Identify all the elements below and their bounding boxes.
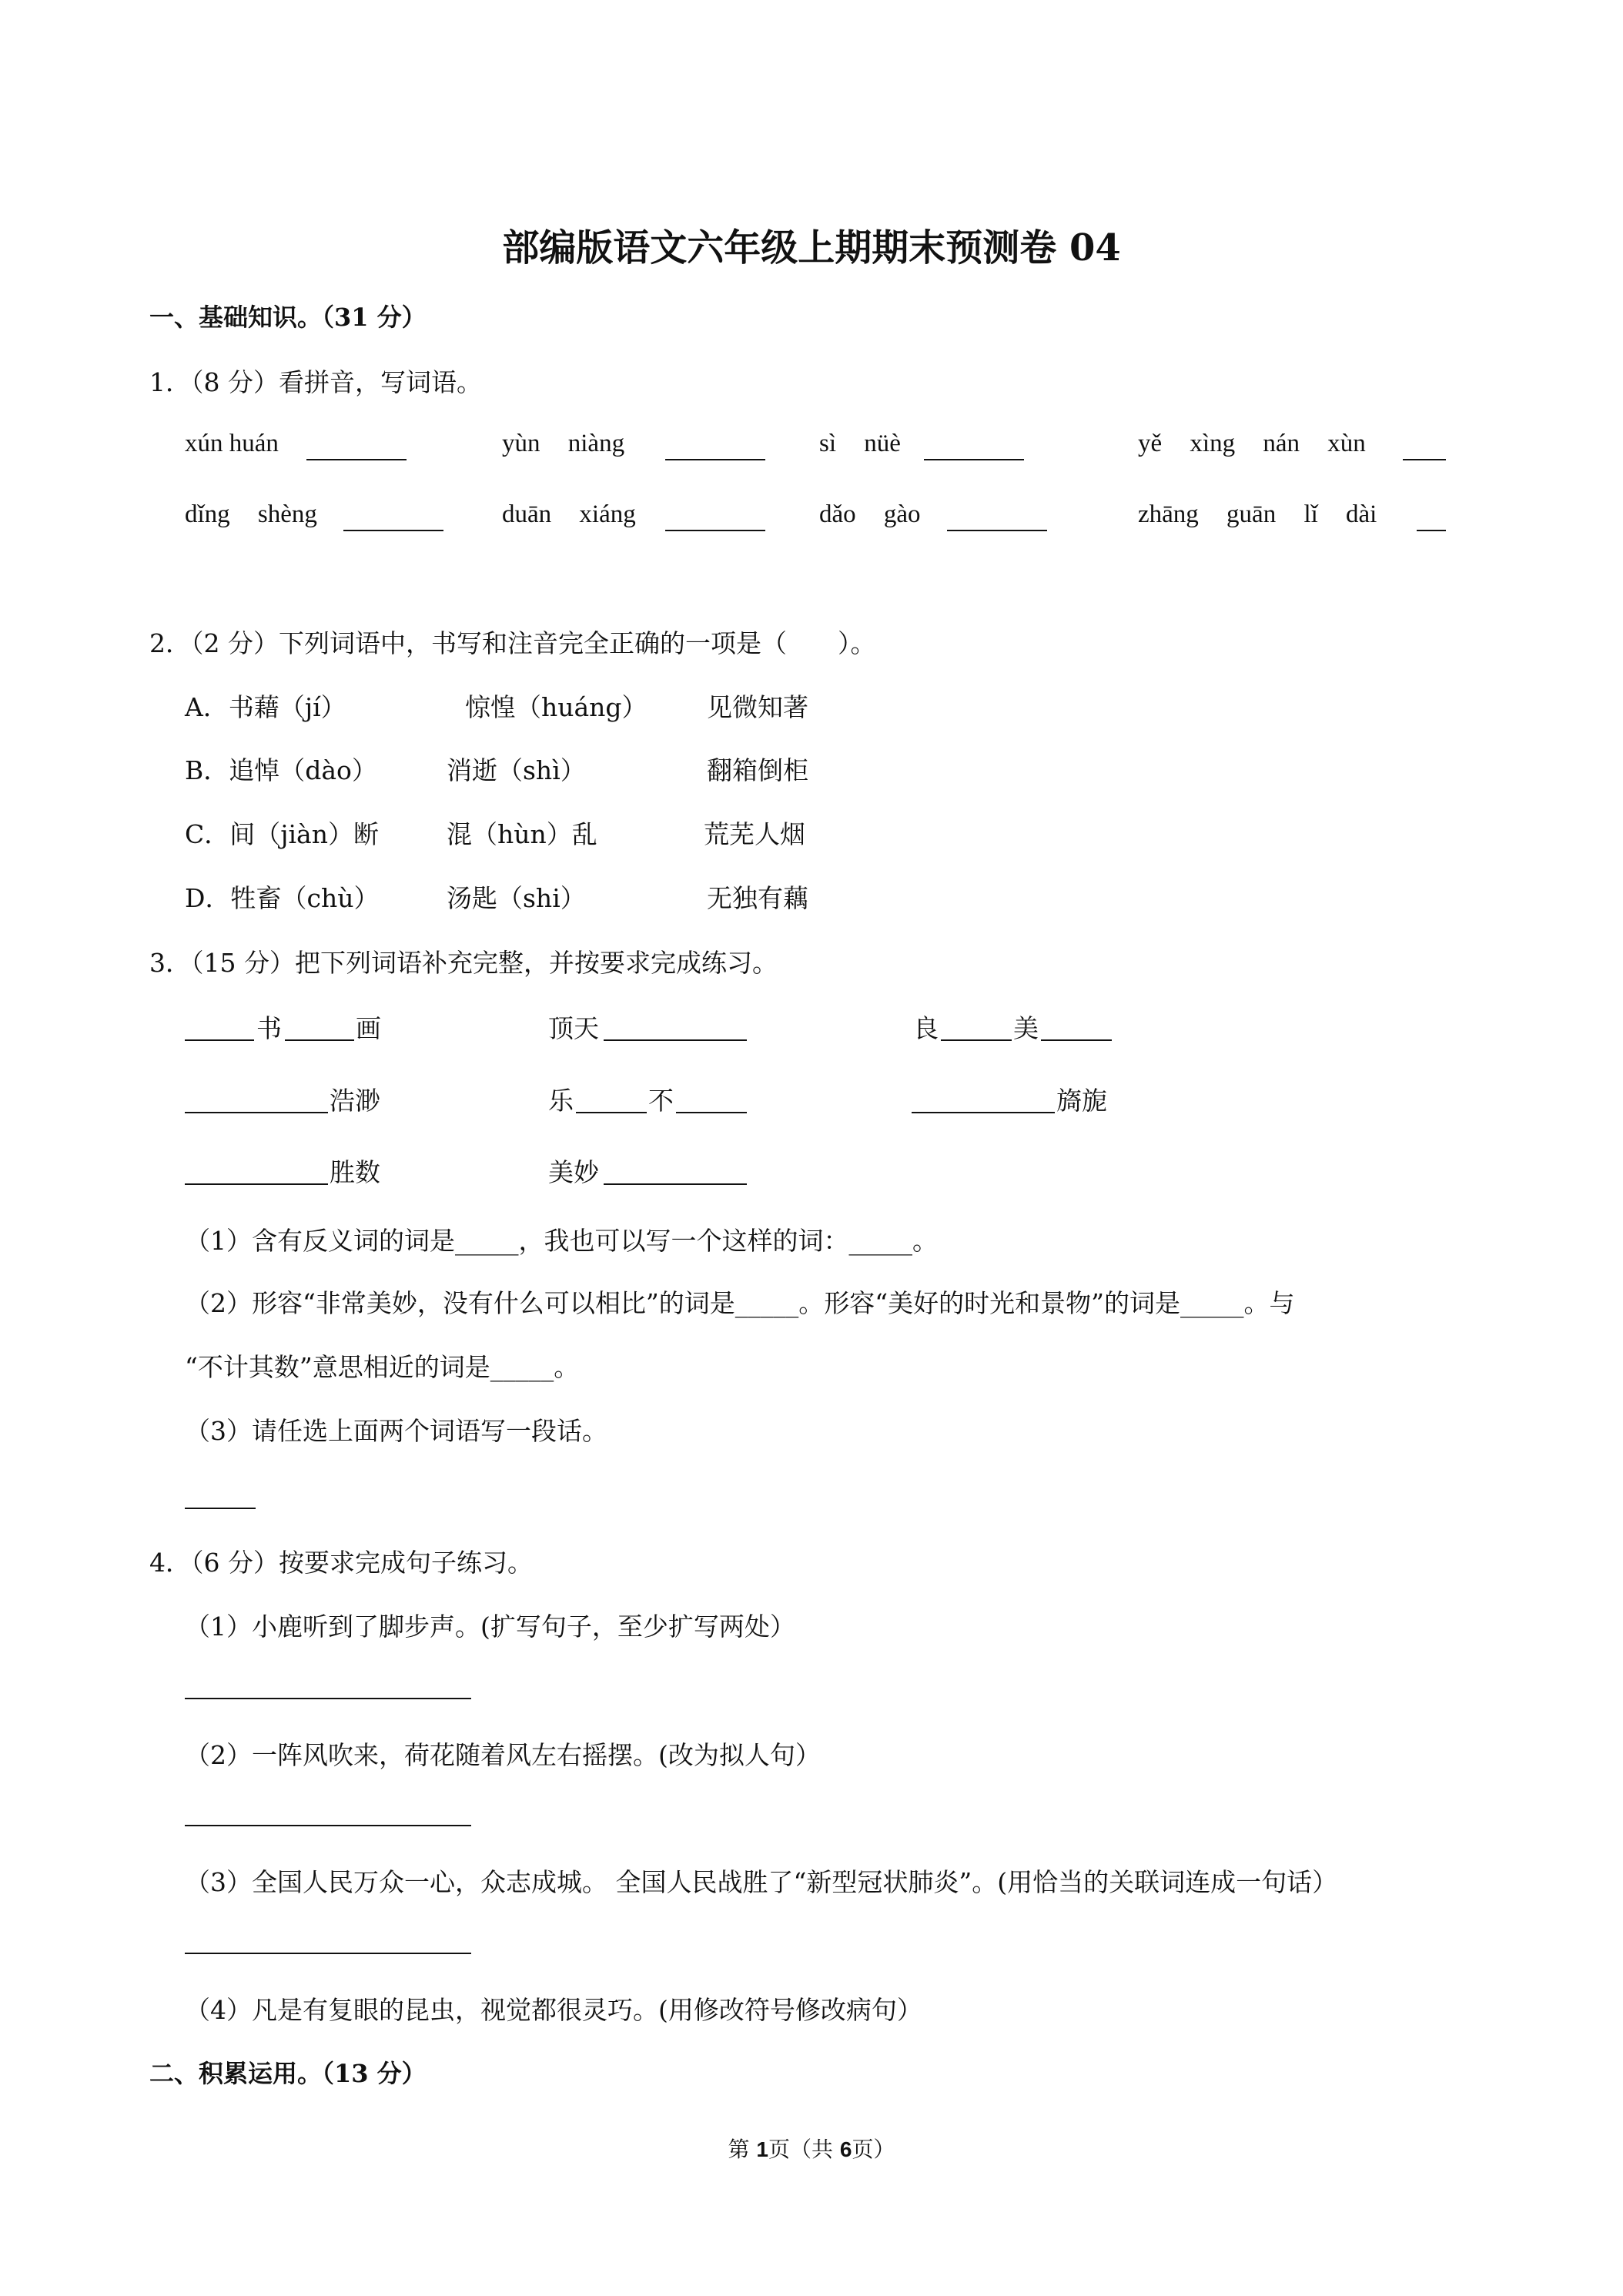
page-title: 部编版语文六年级上期期末预测卷 04 [502, 226, 1121, 269]
idiom-char: 良 [913, 1013, 939, 1043]
idiom-char: 美妙 [548, 1157, 599, 1187]
q3-sub3: （3）请任选上面两个词语写一段话。 [185, 1416, 607, 1446]
idiom-char: 画 [356, 1013, 381, 1043]
q1-answer-blank[interactable] [947, 530, 1047, 531]
q4-answer-line[interactable] [185, 1825, 471, 1826]
q4-sub3: （3）全国人民万众一心，众志成城。 全国人民战胜了“新型冠状肺炎”。(用恰当的关联词连成一句话） [185, 1867, 1338, 1897]
q4-sub2: （2）一阵风吹来，荷花随着风左右摇摆。(改为拟人句） [185, 1740, 821, 1770]
q1-answer-blank[interactable] [924, 459, 1024, 460]
idiom-blank[interactable] [185, 1039, 254, 1041]
idiom-char: 旖旎 [1056, 1086, 1107, 1116]
q2-option-d-3: 无独有藕 [707, 883, 808, 913]
q4-answer-line[interactable] [185, 1698, 471, 1699]
idiom-blank[interactable] [185, 1112, 328, 1113]
q4-answer-line[interactable] [185, 1953, 471, 1954]
q1-pinyin: zhāng guān lǐ dài [1138, 500, 1377, 528]
q1-pinyin: yě xìng nán xùn [1138, 430, 1366, 457]
footer-prefix: 第 [728, 2137, 757, 2162]
q3-sub2-line2: “不计其数”意思相近的词是_____。 [185, 1352, 580, 1382]
q1-answer-blank[interactable] [1417, 530, 1446, 531]
q3-answer-line[interactable] [185, 1508, 256, 1509]
idiom-char: 不 [648, 1086, 674, 1116]
current-page-number: 1 [756, 2137, 768, 2161]
q2-option-b-2: 消逝（shì） [447, 755, 586, 785]
footer-suffix: 页） [852, 2137, 895, 2162]
idiom-char: 乐 [548, 1086, 574, 1116]
q1-pinyin: dǐng shèng [185, 500, 317, 528]
q2-option-d-2: 汤匙（shi） [447, 883, 586, 913]
q1-answer-blank[interactable] [665, 459, 765, 460]
q1-pinyin: dǎo gào [819, 500, 921, 528]
q1-answer-blank[interactable] [665, 530, 765, 531]
idiom-blank[interactable] [285, 1039, 354, 1041]
q2-option-b-1: B．追悼（dào） [185, 755, 377, 785]
q3-sub2-line1: （2）形容“非常美妙，没有什么可以相比”的词是_____。形容“美好的时光和景物”的词是_____。与 [185, 1288, 1295, 1318]
section-2-heading: 二、积累运用。（13 分） [149, 2059, 427, 2088]
q1-pinyin: sì nüè [819, 430, 901, 457]
q2-option-a-1: A．书藉（jí） [185, 692, 346, 722]
q1-answer-blank[interactable] [306, 459, 407, 460]
idiom-blank[interactable] [912, 1112, 1055, 1113]
q4-sub4: （4）凡是有复眼的昆虫，视觉都很灵巧。(用修改符号修改病句） [185, 1995, 922, 2025]
idiom-char: 书 [256, 1013, 282, 1043]
q2-stem: 2．（2 分）下列词语中，书写和注音完全正确的一项是（ ）。 [149, 628, 876, 658]
idiom-blank[interactable] [1041, 1039, 1112, 1041]
total-pages-number: 6 [839, 2137, 852, 2161]
idiom-blank[interactable] [576, 1112, 647, 1113]
q1-pinyin: xún huán [185, 430, 279, 457]
q1-pinyin: yùn niàng [502, 430, 625, 457]
idiom-char: 美 [1013, 1013, 1039, 1043]
section-1-heading: 一、基础知识。（31 分） [149, 303, 427, 332]
idiom-blank[interactable] [604, 1183, 747, 1185]
idiom-char: 浩渺 [330, 1086, 380, 1116]
footer-mid: 页（共 [768, 2137, 840, 2162]
q2-option-a-2: 惊惶（huáng） [465, 692, 648, 722]
q4-sub1: （1）小鹿听到了脚步声。(扩写句子，至少扩写两处） [185, 1612, 795, 1642]
q1-answer-blank[interactable] [1403, 459, 1446, 460]
idiom-blank[interactable] [676, 1112, 747, 1113]
q3-stem: 3．（15 分）把下列词语补充完整，并按要求完成练习。 [149, 948, 778, 978]
idiom-blank[interactable] [941, 1039, 1012, 1041]
page-footer [0, 2133, 1623, 2164]
q1-pinyin: duān xiáng [502, 500, 636, 528]
q2-option-c-2: 混（hùn）乱 [447, 819, 597, 849]
q1-answer-blank[interactable] [343, 530, 443, 531]
idiom-blank[interactable] [185, 1183, 328, 1185]
q3-sub1: （1）含有反义词的词是_____，我也可以写一个这样的词：_____。 [185, 1226, 938, 1256]
idiom-char: 胜数 [330, 1157, 380, 1187]
q2-option-d-1: D．牲畜（chù） [185, 883, 380, 913]
q2-option-a-3: 见微知著 [707, 692, 808, 722]
q4-stem: 4．（6 分）按要求完成句子练习。 [149, 1548, 533, 1578]
q2-option-b-3: 翻箱倒柜 [707, 755, 808, 785]
idiom-char: 顶天 [548, 1013, 599, 1043]
q2-option-c-3: 荒芜人烟 [704, 819, 805, 849]
idiom-blank[interactable] [604, 1039, 747, 1041]
q2-option-c-1: C．间（jiàn）断 [185, 819, 379, 849]
q1-stem: 1．（8 分）看拼音，写词语。 [149, 367, 482, 397]
